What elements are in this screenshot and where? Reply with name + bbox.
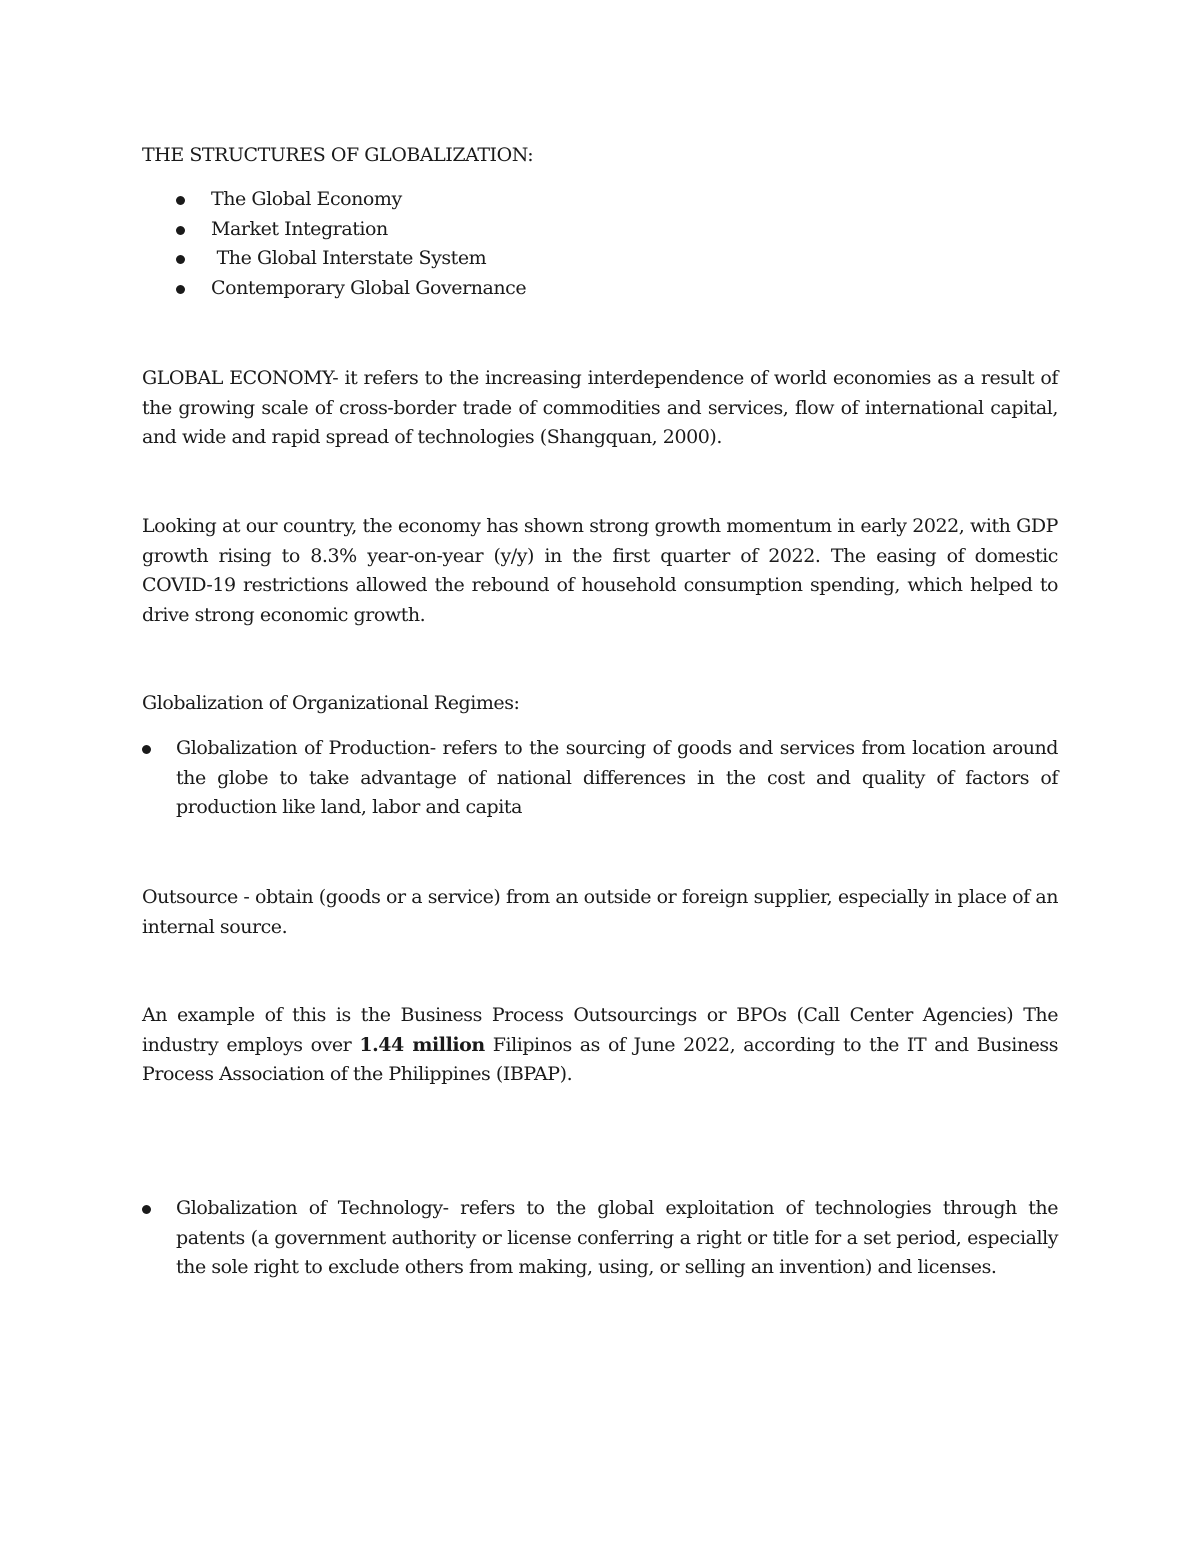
bpo-text-before: An example of this is the Business Process Outsourcings or BPOs (Call Center Agencies) The industry employs over	[142, 1004, 1058, 1056]
technology-text: Globalization of Technology- refers to the global exploitation of technologies through the patents (a government authority or license conferring a right or title for a set period, especially the sole right to exclude others from making, using, or selling an invention) and licenses.	[176, 1197, 1058, 1278]
outsource-paragraph: Outsource - obtain (goods or a service) from an outside or foreign supplier, especially in place of an internal source.	[142, 886, 1058, 938]
bullet-icon	[142, 745, 151, 754]
bullet-icon	[176, 226, 185, 235]
global-economy-paragraph: GLOBAL ECONOMY- it refers to the increasing interdependence of world economies as a result of the growing scale of cross-border trade of commodities and services, flow of international capital, and wide and rapid spread of technologies (Shangquan, 2000).	[142, 367, 1058, 448]
document-title: THE STRUCTURES OF GLOBALIZATION:	[142, 144, 534, 166]
bpo-text-after: Filipinos as of June 2022, according to the IT and Business Process Association of the Philippines (IBPAP).	[142, 1033, 1058, 1085]
bpo-employment-figure: 1.44 million	[359, 1033, 485, 1056]
bpo-paragraph	[142, 1001, 1058, 1090]
structures-list	[176, 185, 876, 303]
production-text: Globalization of Production- refers to the sourcing of goods and services from location around the globe to take advantage of national differences in the cost and quality of factors of production like land, labor and capita	[176, 737, 1058, 818]
bullet-icon	[142, 1205, 151, 1214]
bullet-icon	[176, 196, 185, 205]
technology-bullet	[142, 1194, 1058, 1283]
list-item	[176, 244, 876, 274]
list-item	[176, 215, 876, 245]
bullet-icon	[176, 255, 185, 264]
list-item	[176, 274, 876, 304]
production-bullet	[142, 734, 1058, 823]
list-item-text: Contemporary Global Governance	[211, 276, 527, 299]
list-item-text: The Global Interstate System	[211, 247, 487, 269]
list-item-text: Market Integration	[211, 217, 388, 240]
country-economy-paragraph: Looking at our country, the economy has shown strong growth momentum in early 2022, with GDP growth rising to 8.3% year-on-year (y/y) in the first quarter of 2022. The easing of domestic COVID-19 restrictions allowed the rebound of household consumption spending, which helped to drive strong economic growth.	[142, 515, 1058, 626]
list-item-text: The Global Economy	[211, 188, 402, 210]
regimes-heading: Globalization of Organizational Regimes:	[142, 692, 520, 714]
list-item	[176, 185, 876, 215]
bullet-icon	[176, 285, 185, 294]
